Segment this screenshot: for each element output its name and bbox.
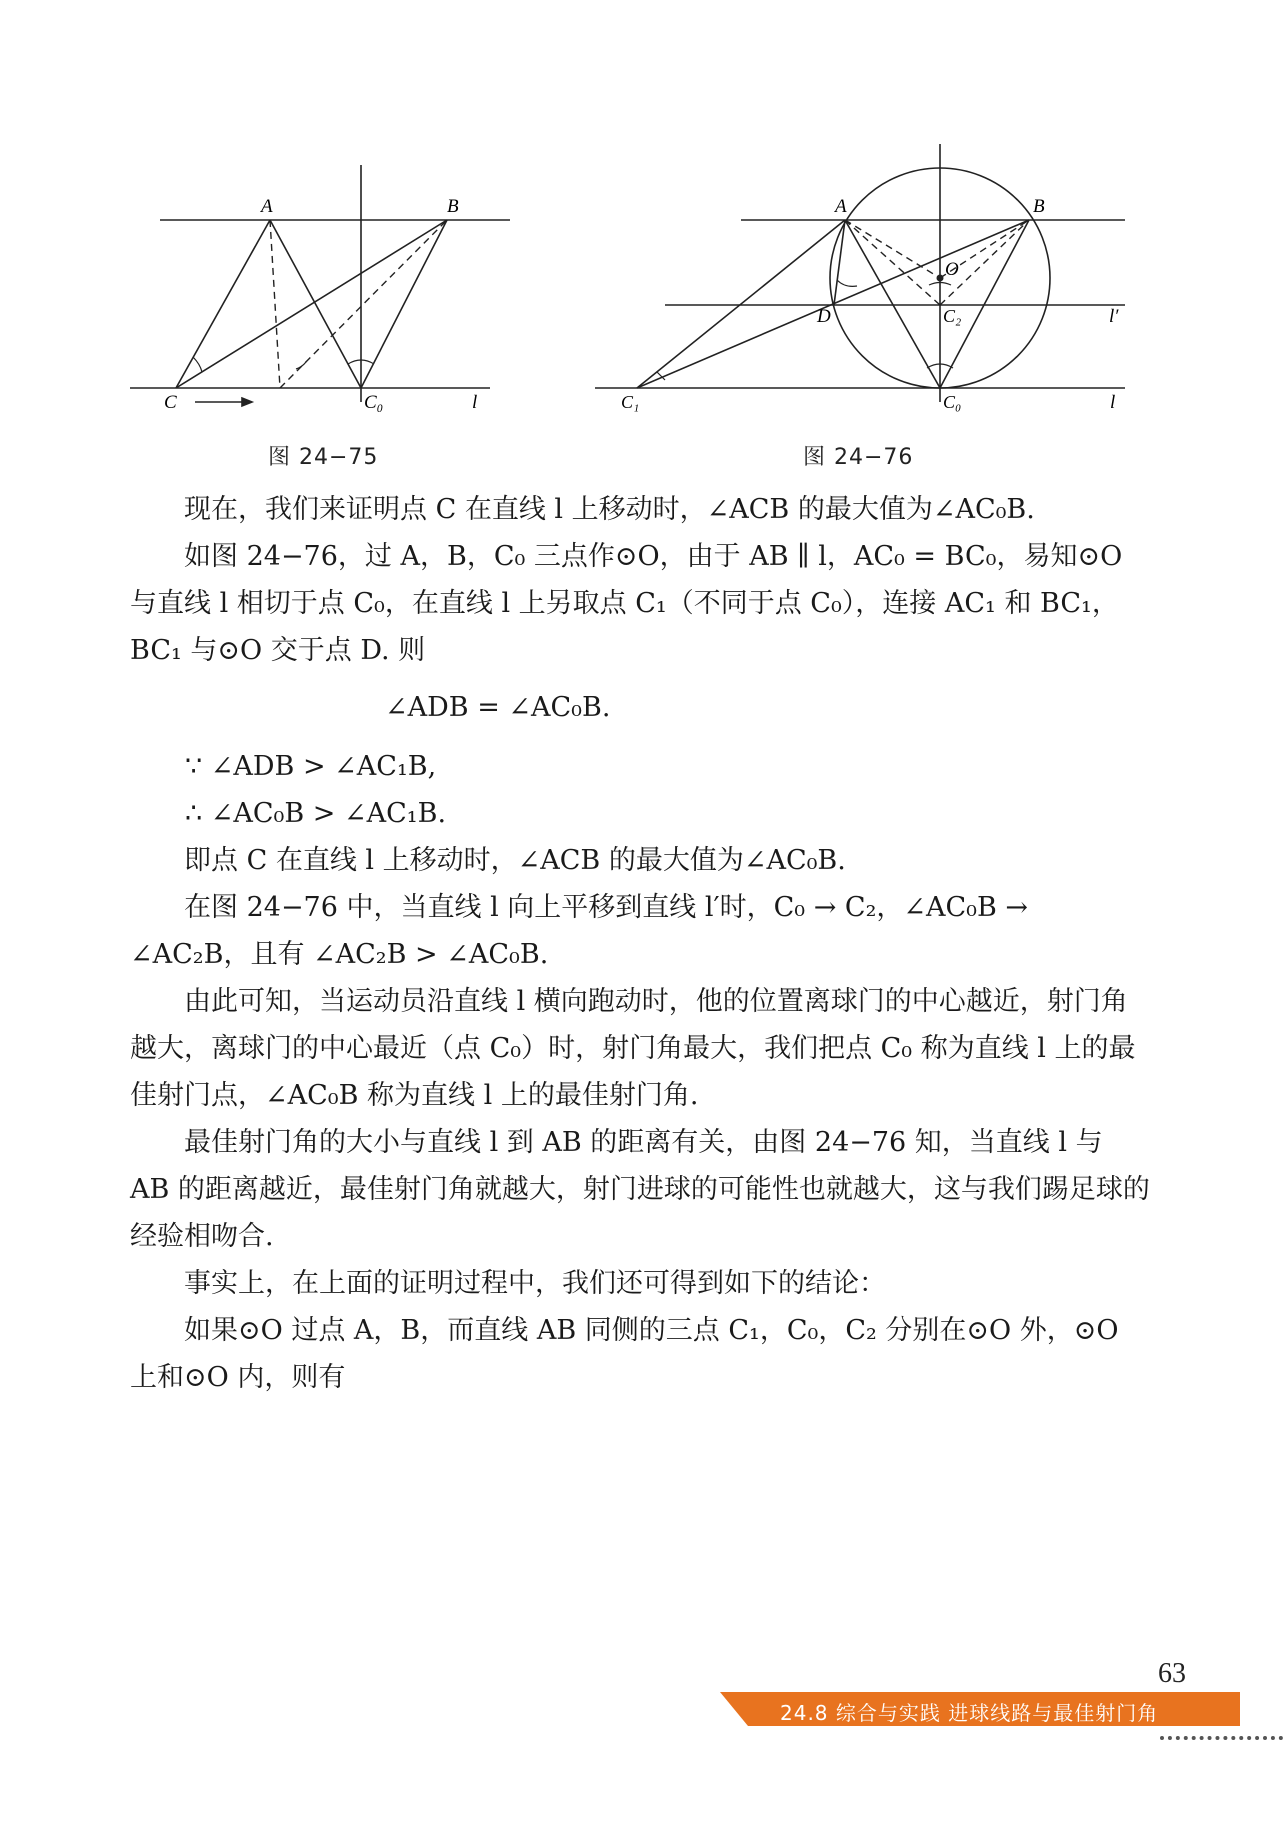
figure-24-75 — [120, 140, 520, 420]
equation-1: ∠ADB = ∠AC₀B. — [385, 692, 611, 723]
label-D: D — [817, 306, 831, 327]
label-A: A — [261, 196, 273, 217]
label-C: C — [164, 392, 177, 413]
paragraph-6: 最佳射门角的大小与直线 l 到 AB 的距离有关，由图 24−76 知，当直线 l 与 AB 的距离越近，最佳射门角就越大，射门进球的可能性也就越大，这与我们踢足球的经验相吻合. — [130, 1127, 1150, 1252]
label-A: A — [835, 196, 847, 217]
label-C1: C₁ — [621, 392, 640, 412]
label-C0: C₀ — [364, 392, 384, 413]
label-B: B — [1033, 196, 1045, 217]
paragraph-4: 在图 24−76 中，当直线 l 向上平移到直线 l′时，C₀ → C₂，∠AC₀B → ∠AC₂B，且有 ∠AC₂B > ∠AC₀B. — [130, 892, 1029, 970]
paragraph-7: 事实上，在上面的证明过程中，我们还可得到如下的结论： — [184, 1268, 886, 1299]
label-B: B — [447, 196, 459, 217]
figure-24-75-caption: 图 24−75 — [268, 445, 379, 470]
body-text — [130, 486, 1150, 1401]
label-l: l — [472, 392, 478, 413]
paragraph-5: 由此可知，当运动员沿直线 l 横向跑动时，他的位置离球门的中心越近，射门角越大，离球门的中心最近（点 C₀）时，射门角最大，我们把点 C₀ 称为直线 l 上的最佳射门点，∠AC₀B 称为直线 l 上的最佳射门角. — [130, 986, 1136, 1111]
paragraph-3: 即点 C 在直线 l 上移动时，∠ACB 的最大值为∠AC₀B. — [184, 845, 846, 876]
paragraph-1: 现在，我们来证明点 C 在直线 l 上移动时，∠ACB 的最大值为∠AC₀B. — [184, 494, 1035, 525]
figure-24-76-caption: 图 24−76 — [803, 445, 914, 470]
label-l-prime: l′ — [1109, 306, 1119, 327]
figure-24-76 — [595, 140, 1135, 420]
paragraph-8: 如果⊙O 过点 A，B，而直线 AB 同侧的三点 C₁，C₀，C₂ 分别在⊙O 外，⊙O 上和⊙O 内，则有 — [130, 1315, 1119, 1393]
label-l: l — [1110, 392, 1116, 413]
dotted-divider — [1160, 1736, 1283, 1744]
label-C0: C₀ — [943, 392, 962, 412]
paragraph-2: 如图 24−76，过 A，B，C₀ 三点作⊙O，由于 AB ∥ l，AC₀ = BC₀，易知⊙O 与直线 l 相切于点 C₀，在直线 l 上另取点 C₁（不同于点 C₀），连接 AC₁ 和 BC₁，BC₁ 与⊙O 交于点 D. 则 — [130, 541, 1123, 666]
equation-3: ∴ ∠AC₀B > ∠AC₁B. — [185, 798, 447, 829]
label-C2: C₂ — [943, 306, 962, 326]
section-title: 24.8 综合与实践 进球线路与最佳射门角 — [780, 1701, 1159, 1725]
label-O: O — [945, 259, 959, 280]
figure-24-76-diagram — [595, 140, 1135, 420]
figure-24-75-diagram — [120, 140, 520, 420]
page-number: 63 — [1158, 1658, 1186, 1689]
equation-2: ∵ ∠ADB > ∠AC₁B, — [185, 751, 437, 782]
